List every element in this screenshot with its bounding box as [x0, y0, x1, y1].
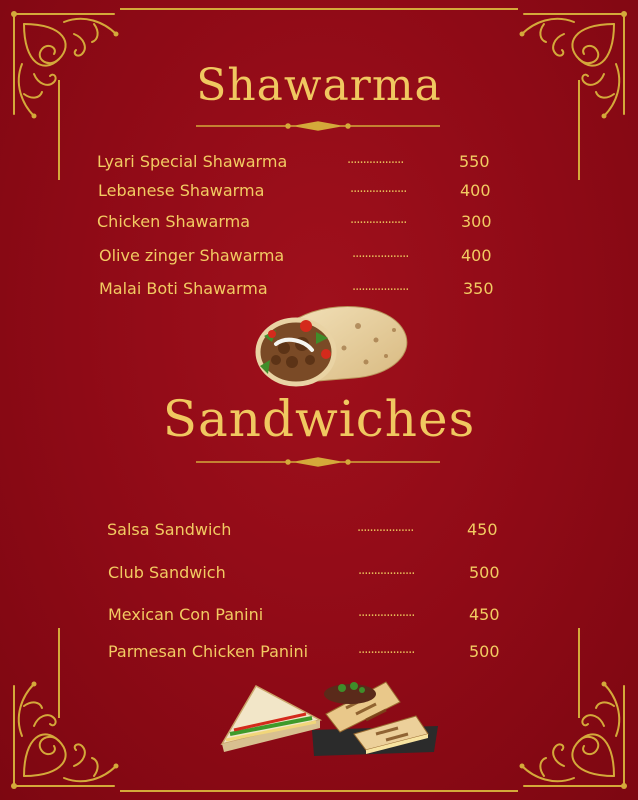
- menu-item-price: 500: [469, 642, 500, 661]
- menu-item-name: Lyari Special Shawarma: [97, 152, 288, 171]
- menu-item-name: Salsa Sandwich: [107, 520, 232, 539]
- menu-item-price: 350: [463, 279, 494, 298]
- section-title-shawarma: Shawarma: [196, 60, 442, 111]
- menu-item: [98, 181, 498, 205]
- menu-item-leader: ..................: [352, 246, 409, 261]
- menu-item: [107, 520, 507, 544]
- menu-item-leader: ..................: [347, 152, 404, 167]
- menu-item-leader: ..................: [350, 181, 407, 196]
- menu-item-leader: ..................: [350, 212, 407, 227]
- menu-item-leader: ..................: [352, 279, 409, 294]
- ornament-corner-icon: [484, 646, 634, 796]
- menu-item: [108, 605, 508, 629]
- menu-item-leader: ..................: [358, 642, 415, 657]
- menu-item-price: 450: [469, 605, 500, 624]
- menu-item: [99, 246, 499, 270]
- menu-item-name: Olive zinger Shawarma: [99, 246, 285, 265]
- menu-item-price: 450: [467, 520, 498, 539]
- menu-item-leader: ..................: [358, 563, 415, 578]
- menu-item-name: Club Sandwich: [108, 563, 226, 582]
- menu-item-price: 400: [460, 181, 491, 200]
- menu-item-name: Lebanese Shawarma: [98, 181, 265, 200]
- frame-top-line: [120, 8, 518, 10]
- menu-item-name: Chicken Shawarma: [97, 212, 250, 231]
- menu-item: [97, 152, 497, 176]
- menu-item: [108, 563, 508, 587]
- menu-item-price: 400: [461, 246, 492, 265]
- sandwich-platter-icon: [216, 672, 442, 762]
- title-divider-icon: [196, 456, 440, 468]
- menu-item: [97, 212, 497, 236]
- menu-item-leader: ..................: [357, 520, 414, 535]
- menu-item-name: Malai Boti Shawarma: [99, 279, 268, 298]
- menu-item-name: Mexican Con Panini: [108, 605, 264, 624]
- menu-item-leader: ..................: [358, 605, 415, 620]
- ornament-corner-icon: [4, 646, 154, 796]
- menu-item-price: 550: [459, 152, 490, 171]
- menu-item: [108, 642, 508, 666]
- title-divider-icon: [196, 120, 440, 132]
- menu-item-name: Parmesan Chicken Panini: [108, 642, 309, 661]
- frame-bottom-line: [120, 790, 518, 792]
- shawarma-wrap-icon: [246, 296, 410, 388]
- section-title-sandwiches: Sandwiches: [162, 390, 476, 448]
- menu-item-price: 500: [469, 563, 500, 582]
- menu-item-price: 300: [461, 212, 492, 231]
